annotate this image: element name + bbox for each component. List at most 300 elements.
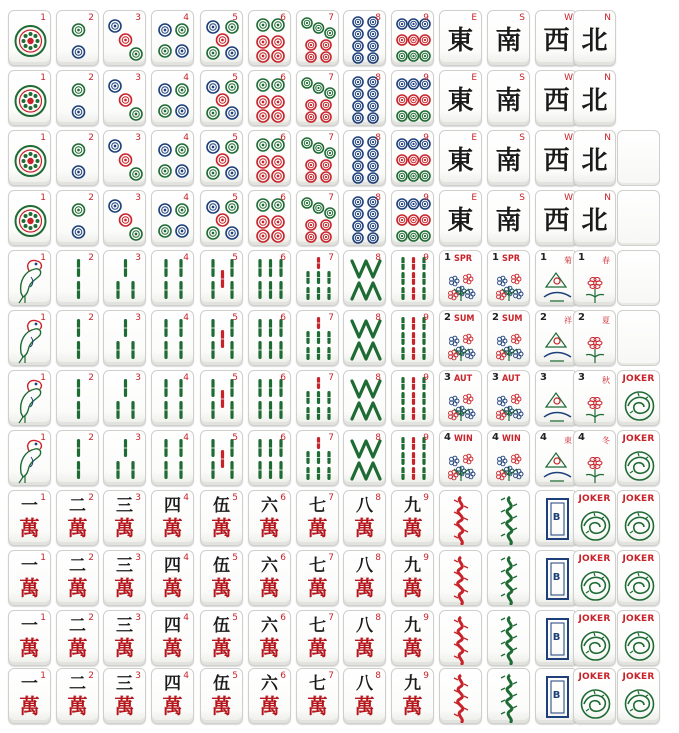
tile-r7-c10-season xyxy=(439,370,482,426)
tile-number: 4 xyxy=(183,433,189,443)
tile-r4-c6-dot xyxy=(248,190,291,246)
wan-character: 萬 xyxy=(162,516,183,540)
tile-r6-c12-flower xyxy=(535,310,578,366)
flower-number: 4 xyxy=(578,432,585,443)
tile-number: 7 xyxy=(328,193,334,203)
tile-letter: N xyxy=(604,193,611,203)
wan-character: 萬 xyxy=(259,516,280,540)
tile-r3-c7-dot xyxy=(296,130,339,186)
wan-character: 萬 xyxy=(211,516,232,540)
tile-number: 2 xyxy=(88,373,94,383)
tile-r10-c6-char xyxy=(248,550,291,606)
tile-r7-c2-bam xyxy=(56,370,99,426)
character-numeral: 二 xyxy=(69,616,86,636)
tile-number: 7 xyxy=(328,671,334,681)
wan-character: 萬 xyxy=(19,694,40,718)
character-numeral: 七 xyxy=(309,616,326,636)
wan-character: 萬 xyxy=(67,694,88,718)
tile-number: 8 xyxy=(375,373,381,383)
character-numeral: 七 xyxy=(309,556,326,576)
tile-r3-c6-dot xyxy=(248,130,291,186)
season-label: SUM xyxy=(502,314,523,324)
tile-number: 7 xyxy=(328,13,334,23)
tile-number: 9 xyxy=(423,73,429,83)
tile-r1-c8-dot xyxy=(343,10,386,66)
tile-r1-c5-dot xyxy=(200,10,243,66)
tile-r5-c14-blank xyxy=(617,250,660,306)
white-dragon-letter: B xyxy=(552,632,561,643)
tile-r6-c1-bird xyxy=(8,310,51,366)
tile-r10-c1-char xyxy=(8,550,51,606)
wan-character: 萬 xyxy=(114,576,135,600)
tile-number: 8 xyxy=(375,13,381,23)
tile-r5-c7-bam xyxy=(296,250,339,306)
character-numeral: 八 xyxy=(356,556,373,576)
wind-character: 南 xyxy=(495,146,522,176)
tile-r1-c6-dot xyxy=(248,10,291,66)
tile-r4-c2-dot xyxy=(56,190,99,246)
dragon-red-artwork-icon xyxy=(440,611,482,666)
tile-r12-c5-char xyxy=(200,668,243,724)
tile-r3-c13-wind xyxy=(573,130,616,186)
tile-r6-c10-season xyxy=(439,310,482,366)
flower-number: 2 xyxy=(540,312,547,323)
tile-r7-c6-bam xyxy=(248,370,291,426)
wan-character: 萬 xyxy=(259,636,280,660)
tile-r5-c3-bam xyxy=(103,250,146,306)
tile-r2-c2-dot xyxy=(56,70,99,126)
wan-character: 萬 xyxy=(307,694,328,718)
flower-number: 1 xyxy=(578,252,585,263)
wan-character: 萬 xyxy=(67,516,88,540)
dragon-red-artwork-icon xyxy=(440,491,482,546)
wind-character: 西 xyxy=(543,206,570,236)
tile-r11-c9-char xyxy=(391,610,434,666)
character-numeral: 二 xyxy=(69,496,86,516)
wan-character: 萬 xyxy=(307,576,328,600)
white-dragon-letter: B xyxy=(552,512,561,523)
tile-r9-c8-char xyxy=(343,490,386,546)
tile-number: 7 xyxy=(328,133,334,143)
character-numeral: 伍 xyxy=(213,674,230,694)
tile-r8-c5-bam xyxy=(200,430,243,486)
wan-character: 萬 xyxy=(354,694,375,718)
tile-number: 6 xyxy=(280,253,286,263)
tile-r6-c4-bam xyxy=(151,310,194,366)
tile-r9-c1-char xyxy=(8,490,51,546)
tile-number: 3 xyxy=(135,253,141,263)
tile-number: 1 xyxy=(40,493,46,503)
tile-number: 2 xyxy=(88,671,94,681)
wan-character: 萬 xyxy=(402,636,423,660)
tile-letter: S xyxy=(519,193,525,203)
flower-number: 3 xyxy=(578,372,585,383)
joker-label: JOKER xyxy=(622,614,655,624)
flower-number: 3 xyxy=(540,372,547,383)
character-numeral: 七 xyxy=(309,674,326,694)
tile-r11-c11-dragon-green xyxy=(487,610,530,666)
wan-character: 萬 xyxy=(67,636,88,660)
tile-number: 4 xyxy=(183,313,189,323)
tile-number: 6 xyxy=(280,553,286,563)
tile-r1-c11-wind xyxy=(487,10,530,66)
season-label: SPR xyxy=(502,254,520,264)
tile-r3-c12-wind xyxy=(535,130,578,186)
character-numeral: 八 xyxy=(356,674,373,694)
tile-r11-c2-char xyxy=(56,610,99,666)
tile-number: 6 xyxy=(280,671,286,681)
tile-r6-c2-bam xyxy=(56,310,99,366)
wan-character: 萬 xyxy=(259,694,280,718)
tile-number: 8 xyxy=(375,433,381,443)
flower-mark: 菊 xyxy=(564,256,572,265)
tile-r1-c2-dot xyxy=(56,10,99,66)
tile-letter: S xyxy=(519,13,525,23)
season-label: SPR xyxy=(454,254,472,264)
wan-character: 萬 xyxy=(162,576,183,600)
wan-character: 萬 xyxy=(307,516,328,540)
tile-r9-c9-char xyxy=(391,490,434,546)
tile-letter: W xyxy=(564,73,573,83)
tile-r1-c3-dot xyxy=(103,10,146,66)
tile-r7-c3-bam xyxy=(103,370,146,426)
tile-number: 4 xyxy=(183,373,189,383)
character-numeral: 四 xyxy=(164,496,181,516)
wan-character: 萬 xyxy=(354,636,375,660)
character-numeral: 二 xyxy=(69,556,86,576)
tile-number: 9 xyxy=(423,553,429,563)
tile-r5-c9-bam xyxy=(391,250,434,306)
tile-number: 5 xyxy=(232,373,238,383)
tile-r11-c6-char xyxy=(248,610,291,666)
wan-character: 萬 xyxy=(162,636,183,660)
tile-r12-c13-joker xyxy=(573,668,616,724)
tile-r5-c4-bam xyxy=(151,250,194,306)
tile-r2-c11-wind xyxy=(487,70,530,126)
tile-r2-c9-dot xyxy=(391,70,434,126)
wan-character: 萬 xyxy=(162,694,183,718)
season-label: AUT xyxy=(454,374,473,384)
tile-number: 3 xyxy=(135,493,141,503)
tile-r12-c9-char xyxy=(391,668,434,724)
dragon-green-artwork-icon xyxy=(488,491,530,546)
tile-r12-c12-dragon-white xyxy=(535,668,578,724)
tile-number: 2 xyxy=(88,493,94,503)
tile-number: 7 xyxy=(328,313,334,323)
character-numeral: 一 xyxy=(21,674,38,694)
season-label: WIN xyxy=(454,434,473,444)
tile-number: 9 xyxy=(423,613,429,623)
tile-r6-c14-blank xyxy=(617,310,660,366)
tile-r4-c5-dot xyxy=(200,190,243,246)
season-number: 4 xyxy=(444,432,451,443)
tile-number: 1 xyxy=(40,433,46,443)
wan-character: 萬 xyxy=(114,636,135,660)
tile-r12-c1-char xyxy=(8,668,51,724)
tile-r6-c13-flower2 xyxy=(573,310,616,366)
wan-character: 萬 xyxy=(259,576,280,600)
tile-r7-c8-bam xyxy=(343,370,386,426)
tile-number: 8 xyxy=(375,253,381,263)
joker-label: JOKER xyxy=(622,494,655,504)
tile-letter: E xyxy=(471,193,477,203)
tile-r8-c11-season xyxy=(487,430,530,486)
tile-r7-c1-bird xyxy=(8,370,51,426)
tile-number: 5 xyxy=(232,13,238,23)
tile-letter: E xyxy=(471,13,477,23)
tile-r8-c10-season xyxy=(439,430,482,486)
tile-r2-c12-wind xyxy=(535,70,578,126)
tile-r7-c12-flower xyxy=(535,370,578,426)
tile-number: 5 xyxy=(232,313,238,323)
wind-character: 北 xyxy=(581,146,608,176)
tile-r2-c5-dot xyxy=(200,70,243,126)
tile-number: 4 xyxy=(183,73,189,83)
tile-number: 5 xyxy=(232,671,238,681)
tile-number: 2 xyxy=(88,613,94,623)
flower-mark: 秋 xyxy=(602,376,610,385)
tile-r2-c8-dot xyxy=(343,70,386,126)
season-number: 1 xyxy=(492,252,499,263)
tile-r4-c10-wind xyxy=(439,190,482,246)
tile-r1-c4-dot xyxy=(151,10,194,66)
tile-r11-c12-dragon-white xyxy=(535,610,578,666)
tile-r4-c8-dot xyxy=(343,190,386,246)
tile-number: 4 xyxy=(183,613,189,623)
wan-character: 萬 xyxy=(19,576,40,600)
tile-r3-c11-wind xyxy=(487,130,530,186)
tile-r11-c10-dragon-red xyxy=(439,610,482,666)
character-numeral: 六 xyxy=(261,674,278,694)
tile-r2-c10-wind xyxy=(439,70,482,126)
tile-r3-c10-wind xyxy=(439,130,482,186)
tile-number: 9 xyxy=(423,193,429,203)
flower-mark: 東 xyxy=(564,436,572,445)
joker-label: JOKER xyxy=(578,672,611,682)
tile-number: 3 xyxy=(135,13,141,23)
tile-r7-c11-season xyxy=(487,370,530,426)
tile-r2-c6-dot xyxy=(248,70,291,126)
tile-r12-c3-char xyxy=(103,668,146,724)
flower-mark: 夏 xyxy=(602,316,610,325)
wan-character: 萬 xyxy=(114,516,135,540)
wind-character: 東 xyxy=(447,146,474,176)
wan-character: 萬 xyxy=(211,636,232,660)
tile-r8-c8-bam xyxy=(343,430,386,486)
tile-number: 3 xyxy=(135,73,141,83)
tile-number: 3 xyxy=(135,373,141,383)
tile-r10-c3-char xyxy=(103,550,146,606)
flower-mark: 春 xyxy=(602,256,610,265)
tile-r3-c2-dot xyxy=(56,130,99,186)
tile-r6-c7-bam xyxy=(296,310,339,366)
tile-r8-c2-bam xyxy=(56,430,99,486)
dragon-green-artwork-icon xyxy=(488,669,530,724)
tile-r12-c11-dragon-green xyxy=(487,668,530,724)
tile-r6-c8-bam xyxy=(343,310,386,366)
character-numeral: 三 xyxy=(116,616,133,636)
flower-mark: 祥 xyxy=(564,316,572,325)
character-numeral: 四 xyxy=(164,616,181,636)
tile-number: 3 xyxy=(135,133,141,143)
tile-r4-c3-dot xyxy=(103,190,146,246)
tile-number: 6 xyxy=(280,493,286,503)
character-numeral: 七 xyxy=(309,496,326,516)
tile-r9-c4-char xyxy=(151,490,194,546)
tile-r4-c7-dot xyxy=(296,190,339,246)
joker-label: JOKER xyxy=(622,374,655,384)
white-dragon-letter: B xyxy=(552,690,561,701)
tile-r9-c11-dragon-green xyxy=(487,490,530,546)
tile-letter: N xyxy=(604,73,611,83)
tile-r12-c7-char xyxy=(296,668,339,724)
wan-character: 萬 xyxy=(354,576,375,600)
tile-r9-c10-dragon-red xyxy=(439,490,482,546)
tile-r11-c5-char xyxy=(200,610,243,666)
tile-number: 9 xyxy=(423,313,429,323)
character-numeral: 一 xyxy=(21,556,38,576)
tile-number: 9 xyxy=(423,133,429,143)
tile-r8-c1-bird xyxy=(8,430,51,486)
tile-r11-c3-char xyxy=(103,610,146,666)
tile-number: 2 xyxy=(88,133,94,143)
tile-number: 7 xyxy=(328,433,334,443)
joker-label: JOKER xyxy=(622,672,655,682)
tile-number: 1 xyxy=(40,553,46,563)
tile-r10-c7-char xyxy=(296,550,339,606)
wan-character: 萬 xyxy=(211,694,232,718)
tile-r9-c5-char xyxy=(200,490,243,546)
tile-number: 5 xyxy=(232,133,238,143)
tile-r12-c8-char xyxy=(343,668,386,724)
tile-r4-c12-wind xyxy=(535,190,578,246)
tile-r10-c8-char xyxy=(343,550,386,606)
tile-number: 8 xyxy=(375,671,381,681)
tile-r5-c2-bam xyxy=(56,250,99,306)
character-numeral: 一 xyxy=(21,496,38,516)
tile-number: 4 xyxy=(183,553,189,563)
season-number: 4 xyxy=(492,432,499,443)
tile-number: 6 xyxy=(280,73,286,83)
tile-r10-c5-char xyxy=(200,550,243,606)
tile-number: 5 xyxy=(232,193,238,203)
tile-number: 5 xyxy=(232,253,238,263)
character-numeral: 三 xyxy=(116,556,133,576)
season-number: 1 xyxy=(444,252,451,263)
tile-number: 6 xyxy=(280,13,286,23)
character-numeral: 九 xyxy=(404,556,421,576)
tile-number: 4 xyxy=(183,13,189,23)
tile-number: 1 xyxy=(40,253,46,263)
tile-number: 1 xyxy=(40,73,46,83)
tile-r3-c4-dot xyxy=(151,130,194,186)
character-numeral: 三 xyxy=(116,496,133,516)
tile-number: 1 xyxy=(40,133,46,143)
flower-number: 4 xyxy=(540,432,547,443)
character-numeral: 八 xyxy=(356,616,373,636)
tile-number: 3 xyxy=(135,613,141,623)
character-numeral: 六 xyxy=(261,616,278,636)
wan-character: 萬 xyxy=(402,516,423,540)
tile-number: 5 xyxy=(232,73,238,83)
tile-r4-c11-wind xyxy=(487,190,530,246)
tile-number: 2 xyxy=(88,433,94,443)
joker-label: JOKER xyxy=(578,614,611,624)
tile-r9-c12-dragon-white xyxy=(535,490,578,546)
tile-number: 9 xyxy=(423,671,429,681)
character-numeral: 六 xyxy=(261,496,278,516)
wind-character: 南 xyxy=(495,86,522,116)
tile-number: 1 xyxy=(40,313,46,323)
tile-number: 8 xyxy=(375,73,381,83)
tile-r9-c14-joker xyxy=(617,490,660,546)
tile-r4-c1-dot xyxy=(8,190,51,246)
tile-number: 3 xyxy=(135,671,141,681)
wan-character: 萬 xyxy=(19,636,40,660)
tile-number: 5 xyxy=(232,613,238,623)
tile-r10-c14-joker xyxy=(617,550,660,606)
tile-number: 4 xyxy=(183,493,189,503)
tile-r4-c4-dot xyxy=(151,190,194,246)
tile-number: 3 xyxy=(135,433,141,443)
tile-r11-c7-char xyxy=(296,610,339,666)
tile-r11-c1-char xyxy=(8,610,51,666)
tile-number: 5 xyxy=(232,433,238,443)
character-numeral: 伍 xyxy=(213,496,230,516)
tile-number: 2 xyxy=(88,253,94,263)
tile-number: 8 xyxy=(375,493,381,503)
season-label: SUM xyxy=(454,314,475,324)
joker-label: JOKER xyxy=(578,494,611,504)
tile-r10-c4-char xyxy=(151,550,194,606)
character-numeral: 三 xyxy=(116,674,133,694)
character-numeral: 伍 xyxy=(213,616,230,636)
tile-number: 9 xyxy=(423,493,429,503)
tile-r8-c14-joker xyxy=(617,430,660,486)
tile-number: 1 xyxy=(40,671,46,681)
wan-character: 萬 xyxy=(211,576,232,600)
tile-r7-c14-joker xyxy=(617,370,660,426)
character-numeral: 一 xyxy=(21,616,38,636)
tile-r8-c3-bam xyxy=(103,430,146,486)
tile-r5-c12-flower xyxy=(535,250,578,306)
flower-number: 2 xyxy=(578,312,585,323)
tile-r3-c5-dot xyxy=(200,130,243,186)
tile-r1-c9-dot xyxy=(391,10,434,66)
tile-number: 6 xyxy=(280,193,286,203)
tile-r8-c6-bam xyxy=(248,430,291,486)
tile-r2-c13-wind xyxy=(573,70,616,126)
character-numeral: 四 xyxy=(164,556,181,576)
tile-r5-c8-bam xyxy=(343,250,386,306)
dragon-green-artwork-icon xyxy=(488,611,530,666)
tile-r12-c6-char xyxy=(248,668,291,724)
tile-r12-c2-char xyxy=(56,668,99,724)
tile-r4-c13-wind xyxy=(573,190,616,246)
tile-r5-c6-bam xyxy=(248,250,291,306)
tile-number: 7 xyxy=(328,553,334,563)
character-numeral: 八 xyxy=(356,496,373,516)
tile-letter: W xyxy=(564,133,573,143)
tile-r7-c5-bam xyxy=(200,370,243,426)
tile-r1-c1-dot xyxy=(8,10,51,66)
season-number: 3 xyxy=(444,372,451,383)
tile-r10-c10-dragon-red xyxy=(439,550,482,606)
season-label: WIN xyxy=(502,434,521,444)
wind-character: 北 xyxy=(581,26,608,56)
wan-character: 萬 xyxy=(307,636,328,660)
tile-number: 3 xyxy=(135,193,141,203)
